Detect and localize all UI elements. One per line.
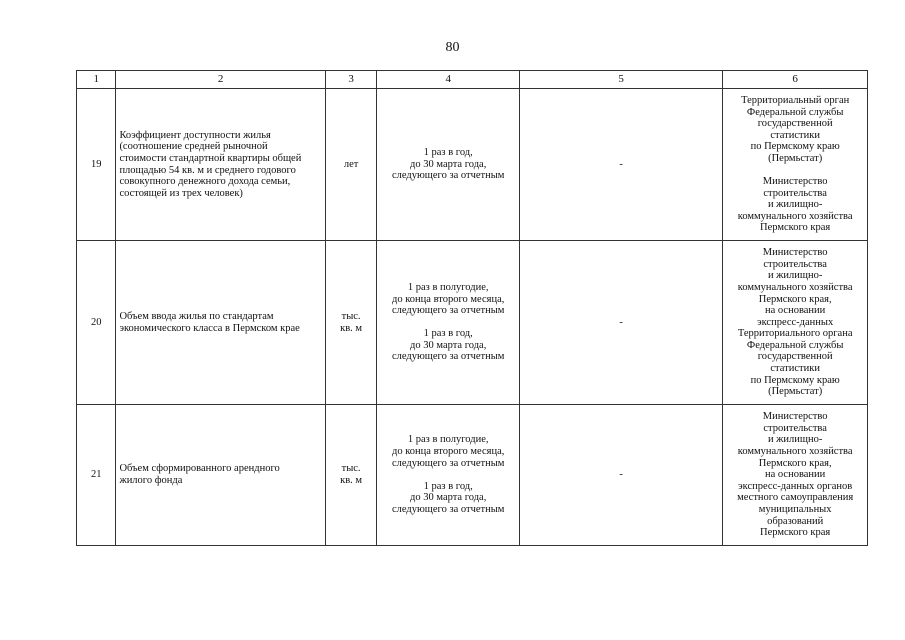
unit-of-measure: тыс. кв. м [325, 405, 377, 546]
column-header-3: 3 [325, 71, 377, 89]
table-header-row [77, 71, 868, 89]
indicator-name: Коэффициент доступности жилья (соотношение средней рыночной стоимости стандартной квартиры общей площадью 54 кв. м и среднего годового совокупного денежного дохода семьи, состоящей из трех человек) [116, 89, 325, 241]
page-number: 80 [445, 40, 460, 55]
column-header-1: 1 [77, 71, 116, 89]
table-row [77, 89, 868, 241]
unit-of-measure: тыс. кв. м [325, 241, 377, 405]
responsible-body: Министерство строительства и жилищно- коммунального хозяйства Пермского края, на основании экспресс-данных Территориального органа Федеральной службы государственной статистики по Пермскому краю (Пермьстат) [723, 241, 868, 405]
column-header-4: 4 [377, 71, 520, 89]
calculation-method: - [520, 241, 723, 405]
calculation-method: - [520, 405, 723, 546]
column-header-2: 2 [116, 71, 325, 89]
table-row [77, 241, 868, 405]
table-row [77, 405, 868, 546]
row-number: 20 [77, 241, 116, 405]
column-header-6: 6 [723, 71, 868, 89]
row-number: 21 [77, 405, 116, 546]
indicator-name: Объем ввода жилья по стандартам экономического класса в Пермском крае [116, 241, 325, 405]
indicator-name: Объем сформированного арендного жилого фонда [116, 405, 325, 546]
unit-of-measure: лет [325, 89, 377, 241]
indicators-table [76, 70, 868, 546]
column-header-5: 5 [520, 71, 723, 89]
calculation-method: - [520, 89, 723, 241]
row-number: 19 [77, 89, 116, 241]
responsible-body: Министерство строительства и жилищно- коммунального хозяйства Пермского края, на основании экспресс-данных органов местного самоуправления муниципальных образований Пермского края [723, 405, 868, 546]
reporting-frequency: 1 раз в полугодие, до конца второго месяца, следующего за отчетным 1 раз в год, до 30 марта года, следующего за отчетным [377, 241, 520, 405]
reporting-frequency: 1 раз в год, до 30 марта года, следующего за отчетным [377, 89, 520, 241]
responsible-body: Территориальный орган Федеральной службы государственной статистики по Пермскому краю (Пермьстат) Министерство строительства и жилищно- коммунального хозяйства Пермского края [723, 89, 868, 241]
reporting-frequency: 1 раз в полугодие, до конца второго месяца, следующего за отчетным 1 раз в год, до 30 марта года, следующего за отчетным [377, 405, 520, 546]
